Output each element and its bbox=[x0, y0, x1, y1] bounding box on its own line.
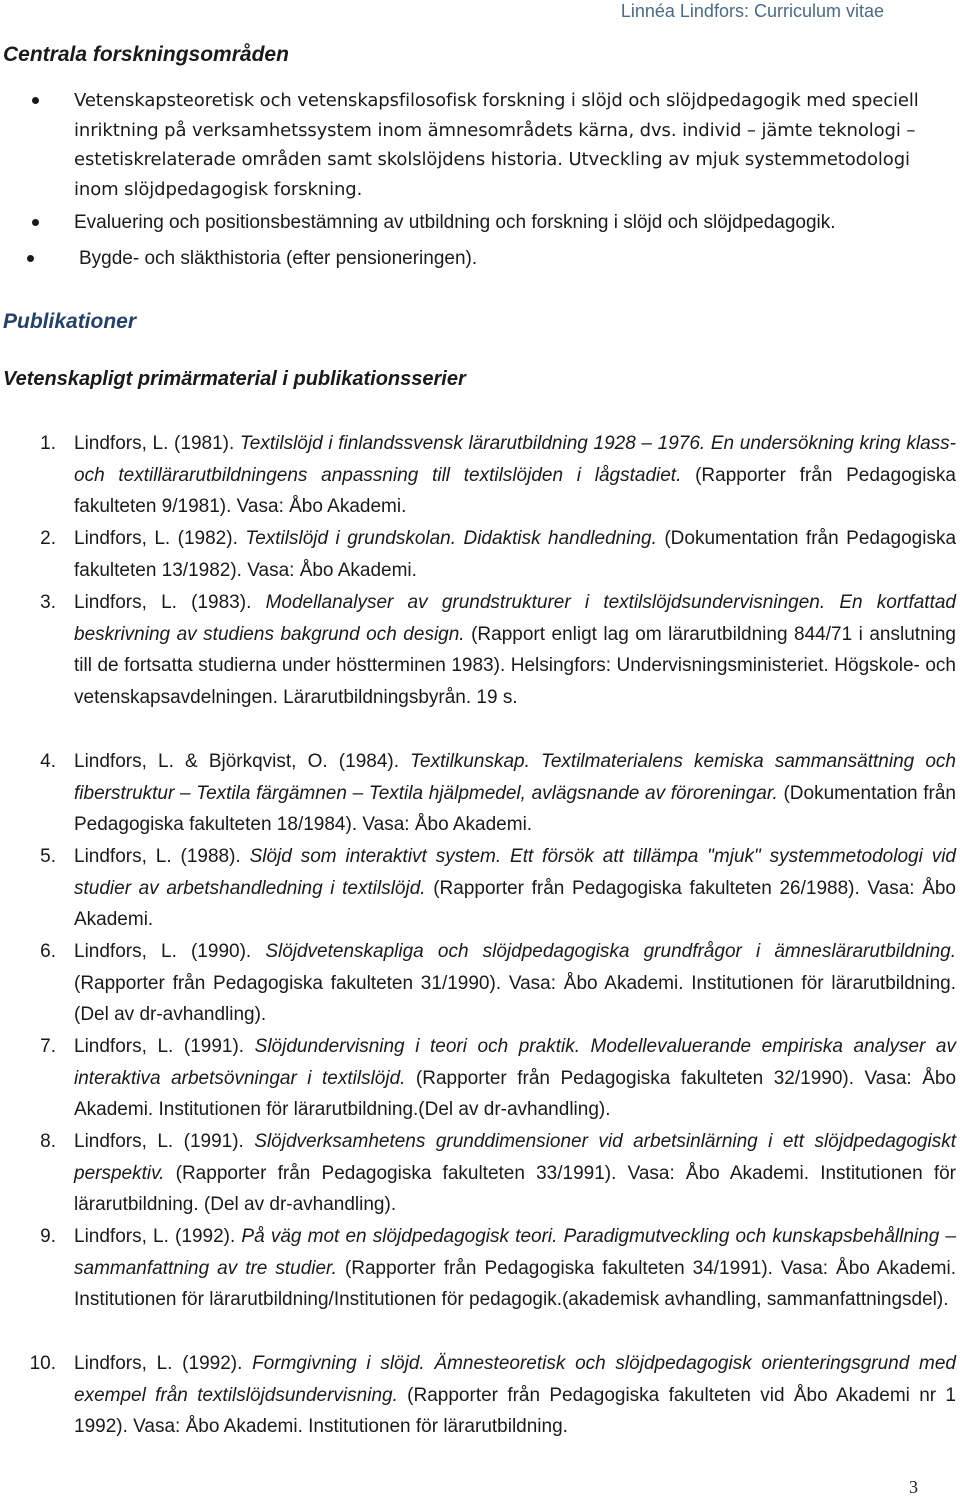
reference-text: Lindfors, L. (1991). Slöjdverksamhetens grunddimensioner vid arbetsinlärning i ett slöjdpedagogiskt perspektiv. (Rapporter från Pedagogiska fakulteten 33/1991). Vasa: Åbo Akademi. Institutionen för lärarutbildning. (Del av dr-avhandling). bbox=[74, 1131, 956, 1215]
reference-title: Formgivning i slöjd. Ämnesteoretisk och slöjdpedagogisk orienteringsgrund med exempel från textilslöjdsundervisning. bbox=[74, 1353, 956, 1406]
reference-text: Lindfors, L. & Björkqvist, O. (1984). Textilkunskap. Textilmaterialens kemiska sammansättning och fiberstruktur – Textila färgämnen – Textila hjälpmedel, avlägsnande av föroreningar. (Dokumentation från Pedagogiska fakulteten 18/1984). Vasa: Åbo Akademi. bbox=[74, 751, 957, 835]
reference-title: Textilkunskap. Textilmaterialens kemiska sammansättning och fiberstruktur – Textila färgämnen – Textila hjälpmedel, avlägsnande av föroreningar. bbox=[74, 751, 957, 804]
reference-number: 10. bbox=[29, 1353, 56, 1374]
reference-title: På väg mot en slöjdpedagogisk teori. Paradigmutveckling och kunskapsbehållning – sammanfattning av tre studier. bbox=[74, 1226, 956, 1279]
reference-title: Textilslöjd i grundskolan. Didaktisk handledning. bbox=[245, 528, 657, 549]
reference-number: 8. bbox=[40, 1131, 56, 1152]
reference-number: 7. bbox=[40, 1036, 56, 1057]
reference-text: Lindfors, L. (1992). På väg mot en slöjdpedagogisk teori. Paradigmutveckling och kunskapsbehållning – sammanfattning av tre studier. (Rapporter från Pedagogiska fakulteten 34/1991). Vasa: Åbo Akademi. Institutionen för lärarutbildning/Institutionen för pedagogik.(akademisk avhandling, sammanfattningsdel). bbox=[74, 1226, 956, 1310]
reference-title: Textilslöjd i finlandssvensk lärarutbildning 1928 – 1976. En undersökning kring klass- och textillärarutbildningens anpassning till textilslöjden i lågstadiet. bbox=[74, 433, 956, 486]
bullet-icon bbox=[27, 255, 34, 262]
reference-title: Slöjdverksamhetens grunddimensioner vid arbetsinlärning i ett slöjdpedagogiskt perspektiv. bbox=[74, 1131, 956, 1184]
reference-text: Lindfors, L. (1990). Slöjdvetenskapliga och slöjdpedagogiska grundfrågor i ämneslärarutbildning. (Rapporter från Pedagogiska fakulteten 31/1990). Vasa: Åbo Akademi. Institutionen för lärarutbildning. (Del av dr-avhandling). bbox=[74, 941, 956, 1025]
reference-number: 5. bbox=[40, 846, 56, 867]
reference-number: 9. bbox=[40, 1226, 56, 1247]
reference-title: Modellanalyser av grundstrukturer i textilslöjdsundervisningen. En kortfattad beskrivning av studiens bakgrund och design. bbox=[74, 592, 956, 645]
reference-number: 3. bbox=[40, 592, 56, 613]
reference-text: Lindfors, L. (1991). Slöjdundervisning i teori och praktik. Modellevaluerande empiriska analyser av interaktiva arbetsövningar i textilslöjd. (Rapporter från Pedagogiska fakulteten 32/1990). Vasa: Åbo Akademi. Institutionen för lärarutbildning.(Del av dr-avhandling). bbox=[74, 1036, 957, 1120]
reference-number: 1. bbox=[40, 433, 56, 454]
publications-subheading: Vetenskapligt primärmaterial i publikationsserier bbox=[3, 368, 466, 390]
reference-number: 4. bbox=[40, 751, 56, 772]
reference-text: Lindfors, L. (1983). Modellanalyser av grundstrukturer i textilslöjdsundervisningen. En kortfattad beskrivning av studiens bakgrund och design. (Rapport enligt lag om lärarutbildning 844/71 i anslutning till de fortsatta studierna under höstterminen 1983). Helsingfors: Undervisningsministeriet. Högskole- och vetenskapsavdelningen. Lärarutbildningsbyrån. 19 s. bbox=[74, 592, 956, 708]
reference-text: Lindfors, L. (1981). Textilslöjd i finlandssvensk lärarutbildning 1928 – 1976. En undersökning kring klass- och textillärarutbildningens anpassning till textilslöjden i lågstadiet. (Rapporter från Pedagogiska fakulteten 9/1981). Vasa: Åbo Akademi. bbox=[74, 433, 956, 517]
reference-number: 2. bbox=[40, 528, 56, 549]
reference-title: Slöjdvetenskapliga och slöjdpedagogiska grundfrågor i ämneslärarutbildning. bbox=[265, 941, 956, 962]
research-areas-heading: Centrala forskningsområden bbox=[3, 43, 289, 66]
reference-title: Slöjdundervisning i teori och praktik. Modellevaluerande empiriska analyser av interaktiva arbetsövningar i textilslöjd. bbox=[74, 1036, 956, 1089]
page-number: 3 bbox=[909, 1477, 918, 1497]
reference-text: Lindfors, L. (1982). Textilslöjd i grundskolan. Didaktisk handledning. (Dokumentation från Pedagogiska fakulteten 13/1982). Vasa: Åbo Akademi. bbox=[74, 528, 957, 581]
bullet-icon bbox=[32, 97, 39, 104]
running-header: Linnéa Lindfors: Curriculum vitae bbox=[620, 1, 884, 21]
research-area-item: Evaluering och positionsbestämning av utbildning och forskning i slöjd och slöjdpedagogik. bbox=[74, 208, 956, 238]
reference-text: Lindfors, L. (1992). Formgivning i slöjd. Ämnesteoretisk och slöjdpedagogisk orienteringsgrund med exempel från textilslöjdsundervisning. (Rapporter från Pedagogiska fakulteten vid Åbo Akademi nr 1 1992). Vasa: Åbo Akademi. Institutionen för lärarutbildning. bbox=[74, 1353, 956, 1437]
reference-number: 6. bbox=[40, 941, 56, 962]
reference-title: Slöjd som interaktivt system. Ett försök att tillämpa "mjuk" systemmetodologi vid studier av arbetshandledning i textilslöjd. bbox=[74, 846, 956, 899]
research-area-item: Vetenskapsteoretisk och vetenskapsfilosofisk forskning i slöjd och slöjdpedagogik med speciell inriktning på verksamhetssystem inom ämnesområdets kärna, dvs. individ – jämte teknologi – estetiskrelaterade områden samt skolslöjdens historia. Utveckling av mjuk systemmetodologi inom slöjdpedagogisk forskning. bbox=[74, 86, 956, 204]
bullet-icon bbox=[32, 219, 39, 226]
reference-text: Lindfors, L. (1988). Slöjd som interaktivt system. Ett försök att tillämpa "mjuk" systemmetodologi vid studier av arbetshandledning i textilslöjd. (Rapporter från Pedagogiska fakulteten 26/1988). Vasa: Åbo Akademi. bbox=[74, 846, 956, 930]
publications-heading: Publikationer bbox=[3, 310, 137, 333]
research-areas-list bbox=[74, 86, 956, 273]
research-area-item: Bygde- och släkthistoria (efter pensioneringen). bbox=[74, 244, 956, 274]
